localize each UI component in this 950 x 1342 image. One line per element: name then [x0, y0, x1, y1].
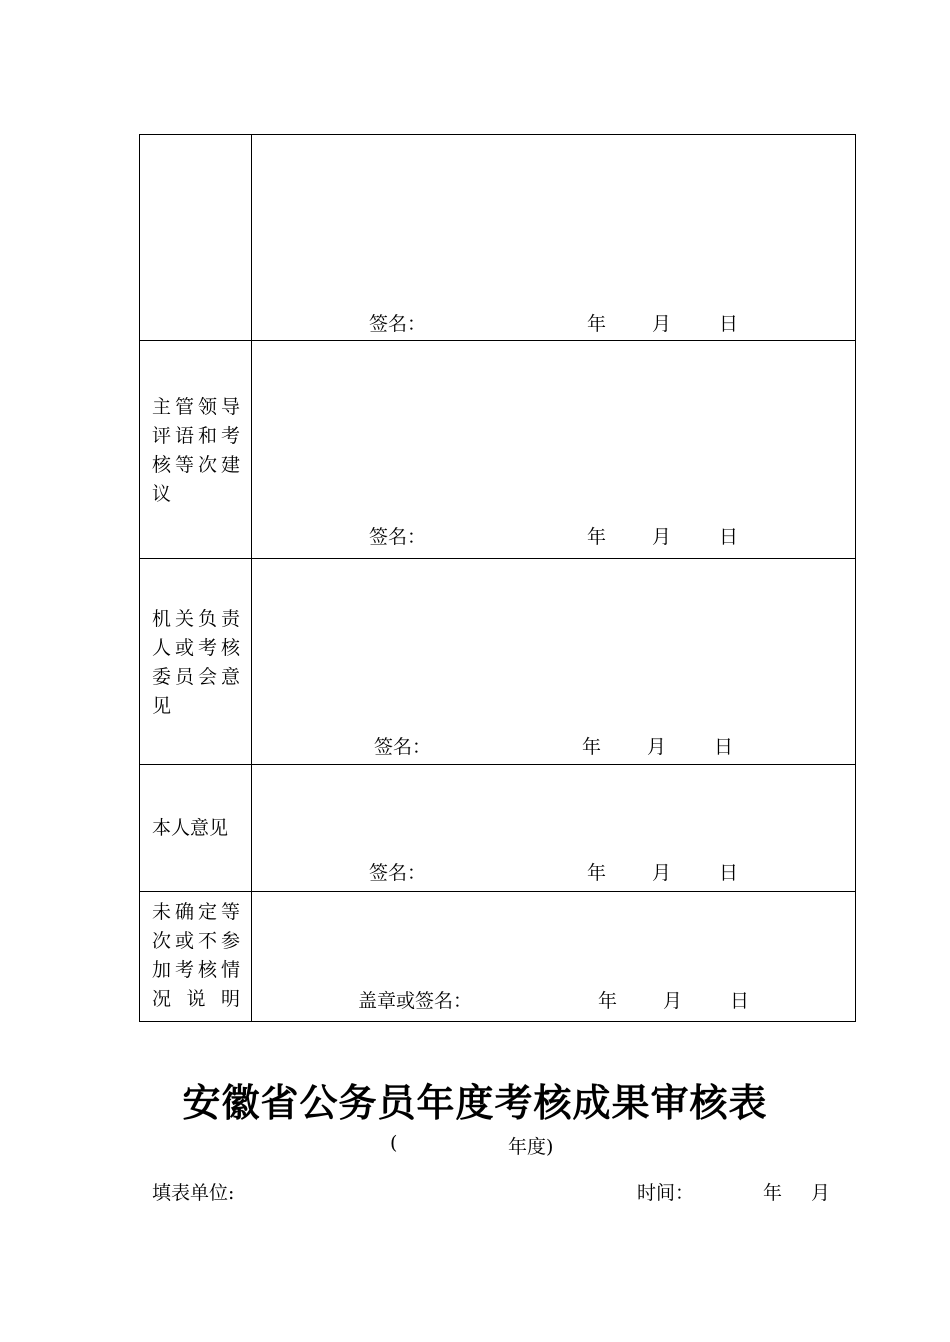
month-label: 月	[652, 526, 672, 548]
signature-line	[369, 862, 739, 884]
subtitle-open-paren: (	[390, 1132, 398, 1154]
review-table	[139, 134, 856, 1022]
signature-label: 签名：	[369, 862, 427, 884]
fill-unit-label: 填表单位:	[152, 1182, 235, 1204]
row-label-self-opinion: 本人意见	[152, 817, 229, 839]
row-label-committee-opinion: 机关负责人或考核委员会意见	[152, 608, 240, 717]
month-label: 月	[652, 862, 672, 884]
table-row	[140, 135, 855, 340]
time-month-label: 月	[811, 1182, 831, 1204]
year-label: 年	[587, 313, 607, 335]
signature-line	[369, 526, 739, 548]
signature-label: 签名：	[369, 526, 427, 548]
signature-line	[374, 736, 734, 758]
fill-time	[637, 1178, 831, 1205]
day-label: 日	[730, 990, 750, 1012]
month-label: 月	[647, 736, 667, 758]
month-label: 月	[663, 990, 683, 1012]
form-subtitle	[390, 1132, 554, 1158]
day-label: 日	[714, 736, 734, 758]
signature-line	[369, 313, 739, 335]
subtitle-year-text: 年度)	[508, 1136, 554, 1158]
time-label: 时间：	[637, 1182, 695, 1204]
signature-label: 签名：	[374, 736, 432, 758]
table-row	[140, 340, 855, 559]
signature-line	[358, 990, 750, 1012]
row-label-supervisor-comment: 主管领导评语和考核等次建议	[152, 396, 240, 505]
table-row	[140, 764, 855, 892]
year-label: 年	[582, 736, 602, 758]
row-label-undetermined-explanation: 未确定等次或不参加考核情况说明	[152, 901, 240, 1010]
month-label: 月	[652, 313, 672, 335]
form-title: 安徽省公务员年度考核成果审核表	[182, 1080, 768, 1125]
day-label: 日	[719, 862, 739, 884]
signature-label: 盖章或签名：	[358, 990, 473, 1012]
time-year-label: 年	[763, 1182, 783, 1204]
year-label: 年	[587, 526, 607, 548]
table-row	[140, 891, 855, 1022]
signature-label: 签名：	[369, 313, 427, 335]
day-label: 日	[719, 526, 739, 548]
table-row	[140, 558, 855, 765]
year-label: 年	[587, 862, 607, 884]
year-label: 年	[598, 990, 618, 1012]
day-label: 日	[719, 313, 739, 335]
